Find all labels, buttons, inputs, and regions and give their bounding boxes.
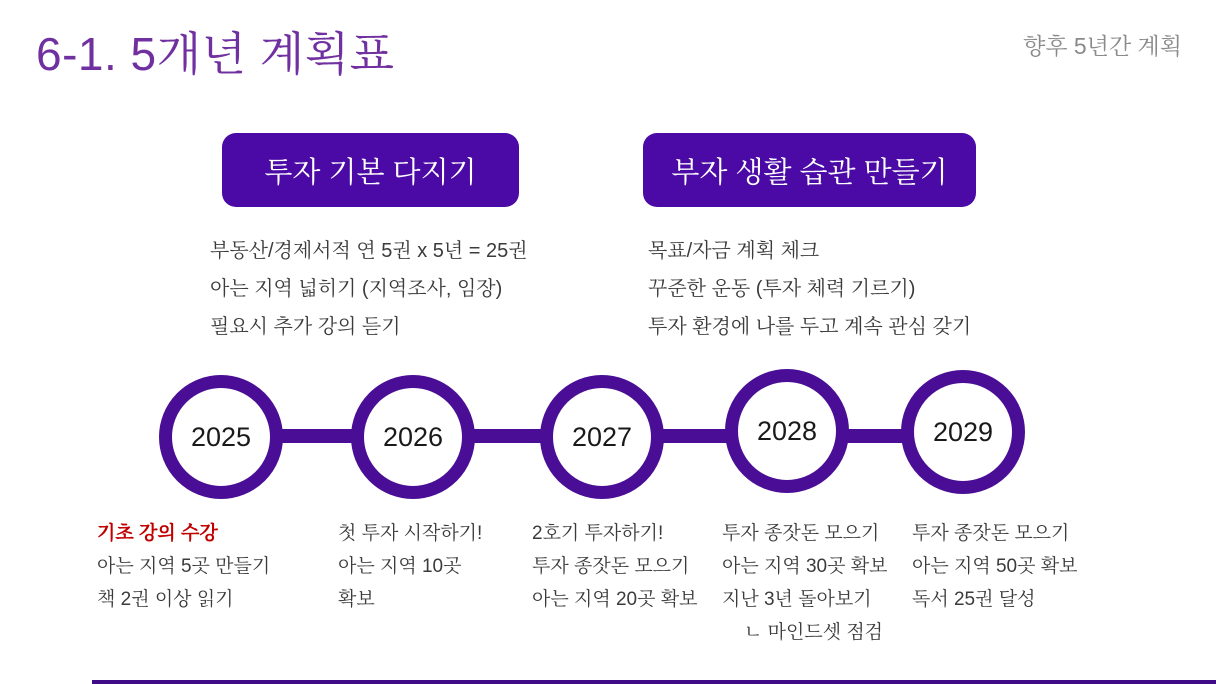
milestone-notes-2026: [338, 517, 482, 616]
milestone-notes-2028: [722, 517, 887, 649]
milestone-notes-2027: [532, 517, 697, 616]
milestone-line: 아는 지역 30곳 확보: [722, 556, 888, 577]
note-line: 아는 지역 넓히기 (지역조사, 임장): [210, 278, 503, 300]
bottom-accent-bar: [92, 680, 1216, 684]
milestone-line: 아는 지역 50곳 확보: [912, 556, 1078, 577]
milestone-line: 투자 종잣돈 모으기: [532, 556, 690, 577]
milestone-highlight-line: 기초 강의 수강: [97, 523, 218, 544]
timeline-year-2027: 2027: [540, 375, 664, 499]
timeline-year-2025: 2025: [159, 375, 283, 499]
timeline-year-2028: 2028: [725, 369, 849, 493]
milestone-line: 투자 종잣돈 모으기: [722, 523, 880, 544]
note-line: 목표/자금 계획 체크: [648, 240, 820, 262]
section-heading-invest-basics: 투자 기본 다지기: [222, 133, 519, 207]
milestone-line: 아는 지역 5곳 만들기: [97, 556, 271, 577]
note-line: 부동산/경제서적 연 5권 x 5년 = 25권: [210, 240, 528, 262]
slide-subtitle: 향후 5년간 계획: [1023, 33, 1182, 59]
timeline-year-2029: 2029: [901, 370, 1025, 494]
milestone-line: 아는 지역 20곳 확보: [532, 589, 698, 610]
milestone-notes-2025: [97, 517, 270, 616]
note-line: 필요시 추가 강의 듣기: [210, 316, 401, 338]
milestone-line: 첫 투자 시작하기!: [338, 523, 483, 544]
milestone-notes-2029: [912, 517, 1077, 616]
milestone-line: 투자 종잣돈 모으기: [912, 523, 1070, 544]
note-line: 꾸준한 운동 (투자 체력 기르기): [648, 278, 916, 300]
page-title: 6-1. 5개년 계획표: [36, 28, 395, 80]
timeline-year-2026: 2026: [351, 375, 475, 499]
milestone-line: 지난 3년 돌아보기: [722, 589, 872, 610]
milestone-line: 2호기 투자하기!: [532, 523, 664, 544]
section-heading-rich-habits: 부자 생활 습관 만들기: [643, 133, 976, 207]
milestone-line: 아는 지역 10곳: [338, 556, 462, 577]
note-line: 투자 환경에 나를 두고 계속 관심 갖기: [648, 316, 972, 338]
milestone-line: 확보: [338, 589, 375, 610]
milestone-line: 독서 25권 달성: [912, 589, 1036, 610]
milestone-line: 책 2권 이상 읽기: [97, 589, 234, 610]
milestone-subline: ㄴ 마인드셋 점검: [744, 622, 884, 643]
